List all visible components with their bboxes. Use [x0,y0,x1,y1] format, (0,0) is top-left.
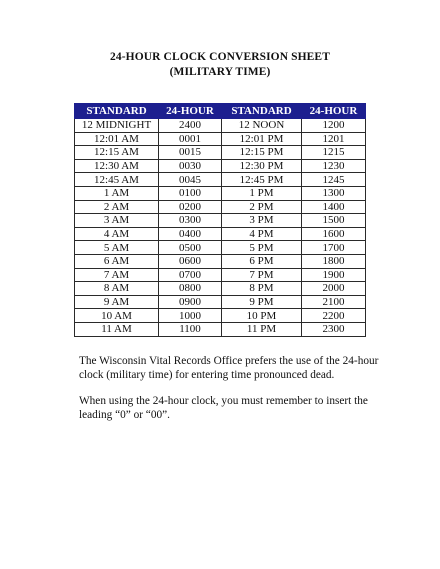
standard-am-cell: 10 AM [75,309,159,323]
standard-pm-cell: 7 PM [222,268,302,282]
standard-pm-cell: 12:30 PM [222,159,302,173]
header-24hour-am: 24-HOUR [159,104,222,119]
military-am-cell: 0300 [159,214,222,228]
header-standard-pm: STANDARD [222,104,302,119]
standard-am-cell: 12:45 AM [75,173,159,187]
table-row [75,200,366,214]
page-title: 24-HOUR CLOCK CONVERSION SHEET [110,51,330,63]
table-row [75,254,366,268]
table-row [75,119,366,133]
standard-pm-cell: 12:15 PM [222,146,302,160]
military-pm-cell: 1215 [302,146,366,160]
military-pm-cell: 2000 [302,282,366,296]
standard-am-cell: 2 AM [75,200,159,214]
standard-pm-cell: 4 PM [222,227,302,241]
page-subtitle: (MILITARY TIME) [169,66,271,78]
header-24hour-pm: 24-HOUR [302,104,366,119]
standard-am-cell: 1 AM [75,186,159,200]
military-am-cell: 0045 [159,173,222,187]
military-pm-cell: 1900 [302,268,366,282]
military-am-cell: 0030 [159,159,222,173]
standard-pm-cell: 9 PM [222,295,302,309]
table-row [75,159,366,173]
military-am-cell: 1100 [159,322,222,336]
standard-am-cell: 4 AM [75,227,159,241]
note-paragraph: When using the 24-hour clock, you must remember to insert the leading “0” or “00”. [79,395,368,421]
table-row [75,146,366,160]
table-row [75,186,366,200]
standard-pm-cell: 1 PM [222,186,302,200]
standard-am-cell: 9 AM [75,295,159,309]
title-block [0,50,440,80]
standard-am-cell: 8 AM [75,282,159,296]
standard-am-cell: 5 AM [75,241,159,255]
standard-am-cell: 12 MIDNIGHT [75,119,159,133]
table-header [75,104,366,119]
table-row [75,268,366,282]
military-pm-cell: 1245 [302,173,366,187]
military-am-cell: 0100 [159,186,222,200]
standard-pm-cell: 10 PM [222,309,302,323]
military-pm-cell: 1230 [302,159,366,173]
standard-pm-cell: 12:45 PM [222,173,302,187]
table-row [75,322,366,336]
military-pm-cell: 1800 [302,254,366,268]
standard-am-cell: 12:01 AM [75,132,159,146]
standard-pm-cell: 3 PM [222,214,302,228]
military-pm-cell: 1600 [302,227,366,241]
standard-pm-cell: 11 PM [222,322,302,336]
military-am-cell: 0400 [159,227,222,241]
table-row [75,132,366,146]
table-row [75,241,366,255]
table-row [75,173,366,187]
standard-pm-cell: 5 PM [222,241,302,255]
table-body [75,119,366,337]
military-am-cell: 0200 [159,200,222,214]
military-am-cell: 0500 [159,241,222,255]
standard-am-cell: 7 AM [75,268,159,282]
military-am-cell: 0700 [159,268,222,282]
military-am-cell: 0600 [159,254,222,268]
standard-pm-cell: 2 PM [222,200,302,214]
military-pm-cell: 1300 [302,186,366,200]
standard-pm-cell: 12:01 PM [222,132,302,146]
notes-section [79,354,379,434]
military-pm-cell: 1400 [302,200,366,214]
military-am-cell: 0800 [159,282,222,296]
military-pm-cell: 1500 [302,214,366,228]
conversion-table [74,103,366,337]
military-pm-cell: 1200 [302,119,366,133]
standard-am-cell: 3 AM [75,214,159,228]
military-pm-cell: 2300 [302,322,366,336]
table-row [75,282,366,296]
standard-am-cell: 12:15 AM [75,146,159,160]
military-pm-cell: 2200 [302,309,366,323]
note-paragraph: The Wisconsin Vital Records Office prefers the use of the 24-hour clock (military time) for entering time pronounced dead. [79,355,379,381]
table-row [75,214,366,228]
military-am-cell: 1000 [159,309,222,323]
table-row [75,295,366,309]
military-am-cell: 0900 [159,295,222,309]
header-row [75,104,366,119]
standard-am-cell: 11 AM [75,322,159,336]
header-standard-am: STANDARD [75,104,159,119]
military-am-cell: 0015 [159,146,222,160]
military-pm-cell: 1201 [302,132,366,146]
table-row [75,309,366,323]
standard-pm-cell: 12 NOON [222,119,302,133]
military-am-cell: 2400 [159,119,222,133]
military-pm-cell: 1700 [302,241,366,255]
standard-am-cell: 6 AM [75,254,159,268]
military-pm-cell: 2100 [302,295,366,309]
standard-pm-cell: 8 PM [222,282,302,296]
standard-am-cell: 12:30 AM [75,159,159,173]
military-am-cell: 0001 [159,132,222,146]
table-row [75,227,366,241]
standard-pm-cell: 6 PM [222,254,302,268]
